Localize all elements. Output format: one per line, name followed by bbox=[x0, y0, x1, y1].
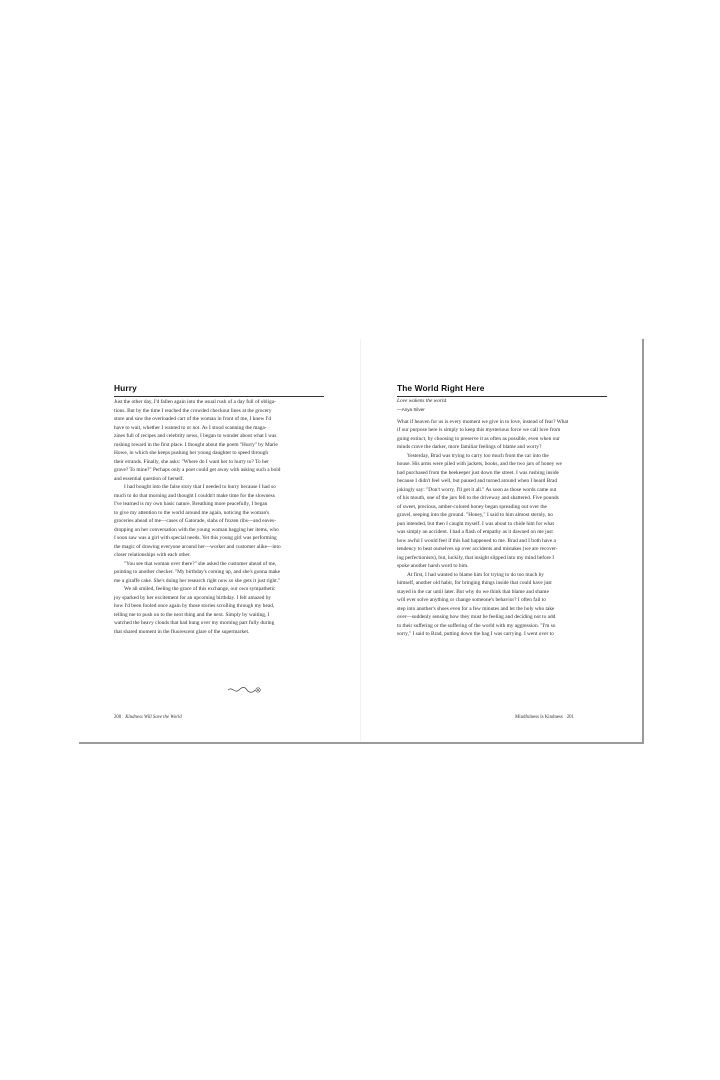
text-line: have to wait, whether I wanted to or not. As I stood scanning the maga- bbox=[114, 424, 267, 431]
text-line: sorry," I said to Brad, putting down the bag I was carrying. I went over to bbox=[397, 631, 554, 638]
left-title-rule bbox=[114, 396, 324, 397]
text-line: At first, I had wanted to blame him for trying to do too much by bbox=[407, 571, 544, 578]
text-line: jokingly say: "Don't worry, I'll get it all." As soon as those words came out bbox=[397, 486, 557, 493]
text-line: What if heaven for us is every moment we give in to love, instead of fear? What bbox=[397, 418, 569, 425]
text-line: Yesterday, Brad was trying to carry too much from the car into the bbox=[407, 452, 549, 459]
text-line: zines full of recipes and celebrity news, I began to wonder about what I was bbox=[114, 433, 277, 440]
text-line: their errands. Finally, she asks: "Where do I want her to hurry to? To her bbox=[114, 458, 269, 465]
paragraph bbox=[114, 483, 324, 560]
swirl-flourish-icon bbox=[227, 685, 263, 695]
text-line: store and saw the overloaded cart of the woman in front of me, I knew I'd bbox=[114, 416, 272, 423]
text-line: how awful I would feel if this had happened to me. Brad and I both have a bbox=[397, 537, 556, 544]
running-head-left: Kindness Will Save the World bbox=[125, 715, 182, 720]
text-line: Howe, in which she keeps pushing her young daughter to speed through bbox=[114, 450, 269, 457]
text-line: himself, another old habit, for bringing things inside that could have just bbox=[397, 580, 552, 587]
text-line: pun intended, but then I caught myself. I was about to chide him for what bbox=[397, 520, 555, 527]
text-line: pointing to another checker. "My birthday's coming up, and she's gonna make bbox=[114, 569, 281, 576]
page-number-left: 200 bbox=[114, 715, 122, 720]
right-page-title: The World Right Here bbox=[397, 383, 485, 393]
text-line: grave? To mine?" Perhaps only a poet could get away with asking such a bold bbox=[114, 467, 281, 474]
epigraph-quote: Love wakens the world. bbox=[397, 398, 448, 404]
text-line: because I didn't feel well, but paused and turned around when I heard Brad bbox=[397, 478, 558, 485]
paragraph bbox=[114, 585, 324, 636]
text-line: house. His arms were piled with jackets, books, and the two jars of honey we bbox=[397, 461, 562, 468]
text-line: step into another's shoes even for a few minutes and let the holy who take bbox=[397, 605, 555, 612]
text-line: gravel, seeping into the ground. "Honey," I said to him almost sternly, no bbox=[397, 512, 553, 519]
text-line: of sweet, precious, amber-colored honey began spreading out over the bbox=[397, 503, 547, 510]
text-line: Just the other day, I'd fallen again into the usual rush of a day full of obliga- bbox=[114, 399, 276, 405]
text-line: ing perfectionists), but, luckily, that insight slipped into my mind before I bbox=[397, 554, 554, 561]
text-line: I soon saw was a girl with special needs. Yet this young girl was performing bbox=[114, 535, 277, 542]
running-head-right: Mindfulness Is Kindness bbox=[515, 715, 563, 720]
page-number-right: 201 bbox=[566, 715, 574, 720]
right-title-rule bbox=[397, 396, 607, 397]
text-line: groceries ahead of me—cases of Gatorade, slabs of frozen ribs—and eaves- bbox=[114, 518, 276, 525]
text-line: to give my attention to the world around me again, noticing the woman's bbox=[114, 509, 270, 516]
paragraph bbox=[397, 571, 607, 639]
right-footer bbox=[515, 715, 574, 721]
text-line: stayed in the car until later. But why do we think that blame and shame bbox=[397, 588, 549, 595]
text-line: to their suffering or the suffering of the world with my aggression. "I'm so bbox=[397, 622, 556, 629]
left-page-body bbox=[114, 398, 324, 636]
gutter bbox=[360, 339, 361, 743]
paragraph bbox=[114, 398, 324, 483]
text-line: I've learned is my own basic nature. Breathing more peacefully, I began bbox=[114, 501, 268, 508]
paragraph bbox=[397, 452, 607, 571]
text-line: going extinct, by choosing to preserve it as often as possible, even when our bbox=[397, 435, 560, 442]
text-line: of his mouth, one of the jars fell to the driveway and shattered. Five pounds bbox=[397, 495, 559, 502]
text-line: over—suddenly sensing how they must be feeling and deciding not to add bbox=[397, 614, 556, 621]
page-edge-shadow-right bbox=[642, 339, 644, 744]
text-line: will ever solve anything or change someone's behavior? I often fail to bbox=[397, 597, 546, 604]
text-line: joy sparked by her excitement for an upcoming birthday. I felt amazed by bbox=[114, 594, 272, 601]
left-page-column bbox=[114, 378, 324, 636]
text-line: much to do that morning and thought I couldn't make time for the slowness bbox=[114, 492, 275, 499]
paragraph bbox=[397, 418, 607, 452]
text-line: spoke another harsh word to him. bbox=[397, 563, 469, 570]
text-line: "You see that woman over there?" she asked the customer ahead of me, bbox=[124, 560, 277, 567]
text-line: the magic of drawing everyone around her—worker and customer alike—into bbox=[114, 543, 281, 550]
epigraph-attribution: —Anya Silver bbox=[397, 406, 425, 412]
text-line: closer relationships with each other. bbox=[114, 552, 191, 559]
page-edge-shadow-bottom bbox=[79, 742, 644, 744]
text-line: dropping on her conversation with the young woman bagging her items, who bbox=[114, 526, 279, 533]
text-line: tions. But by the time I reached the crowded checkout lines at the grocery bbox=[114, 407, 272, 414]
right-page-column bbox=[397, 378, 607, 639]
right-page-body bbox=[397, 418, 607, 639]
text-line: We all smiled, feeling the grace of this exchange, our own sympathetic bbox=[124, 586, 276, 593]
text-line: minds crave the darker, more familiar feelings of blame and worry? bbox=[397, 444, 542, 451]
text-line: if our purpose here is simply to keep this mysterious force we call love from bbox=[397, 427, 561, 434]
text-line: how I'd been fooled once again by those stories scrolling through my head, bbox=[114, 603, 275, 610]
text-line: rushing toward in the first place. I thought about the poem "Hurry" by Marie bbox=[114, 441, 278, 448]
text-line: and essential question of herself. bbox=[114, 475, 184, 482]
text-line: had purchased from the beekeeper just down the street. I was rushing inside bbox=[397, 469, 559, 476]
text-line: me a giraffe cake. She's doing her research right now so she gets it just right." bbox=[114, 577, 281, 584]
text-line: telling me to push on to the next thing and the next. Simply by waiting, I bbox=[114, 611, 270, 618]
left-page-title: Hurry bbox=[114, 383, 137, 393]
left-footer bbox=[114, 715, 182, 721]
text-line: was simply an accident. I had a flash of empathy as it dawned on me just bbox=[397, 529, 553, 536]
text-line: that shared moment in the fluorescent glare of the supermarket. bbox=[114, 628, 250, 635]
text-line: tendency to beat ourselves up over accidents and mistakes (we are recover- bbox=[397, 546, 558, 553]
text-line: I had bought into the false story that I needed to hurry because I had so bbox=[124, 484, 276, 491]
text-line: watched the heavy clouds that had hung over my morning part fully during bbox=[114, 620, 275, 627]
paragraph bbox=[114, 560, 324, 586]
